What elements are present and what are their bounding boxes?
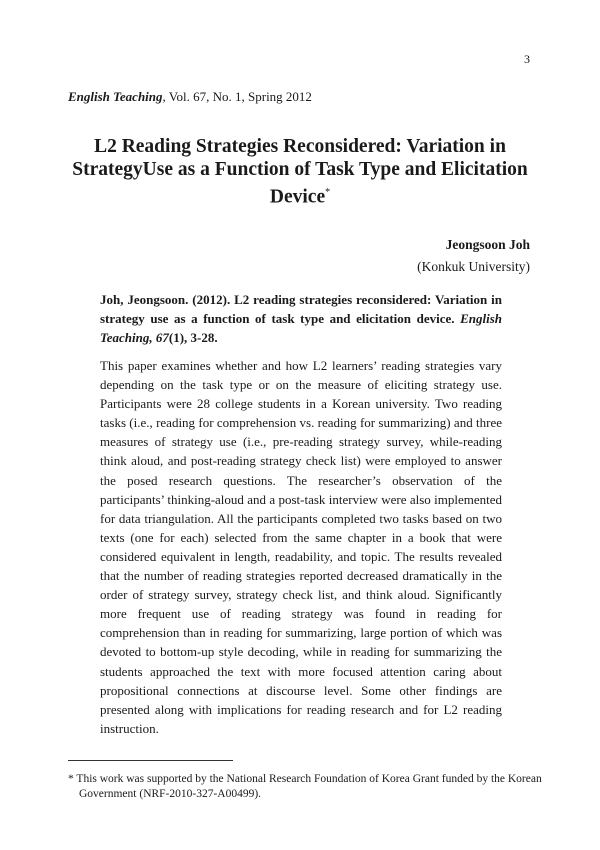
journal-name: English Teaching (68, 89, 163, 104)
author-affiliation: (Konkuk University) (417, 259, 530, 274)
paper-title-text: L2 Reading Strategies Reconsidered: Variation in StrategyUse as a Function of Task Type and Elicitation Device (72, 136, 528, 208)
title-footnote-marker: * (325, 187, 331, 198)
citation-issue-pages: (1), 3-28. (168, 330, 218, 345)
citation-lead: Joh, Jeongsoon. (2012). L2 reading strategies reconsidered: Variation in strategy use as a function of task type and elicitation device. (100, 292, 502, 326)
abstract: This paper examines whether and how L2 learners’ reading strategies vary depending on the task type or on the measure of eliciting strategy use. Participants were 28 college students in a Korean university. Two reading tasks (i.e., reading for comprehension vs. reading for summarizing) and three measures of strategy use (i.e., pre-reading strategy survey, while-reading think aloud, and post-reading strategy check list) were employed to answer the posed research questions. The researcher’s observation of the participants’ thinking-aloud and a post-task interview were also implemented for data triangulation. All the participants completed two tasks based on two texts (one for each) selected from the same chapter in a book that were considered equivalent in length, readability, and topic. The results revealed that the number of reading strategies reported decreased dramatically in the order of strategy survey, strategy check list, and think aloud. Significantly more frequent use of reading strategy was found in reading for comprehension than in reading for summarizing, large portion of which was devoted to bottom-up style decoding, while in reading for summarizing the students approached the text with more focused attention caring about propositional connections at discourse level. Some other findings are presented along with implications for reading research and for L2 reading instruction. (100, 358, 502, 736)
journal-details: , Vol. 67, No. 1, Spring 2012 (162, 89, 312, 104)
footnote-divider (68, 760, 233, 761)
author-name: Jeongsoon Joh (445, 237, 530, 252)
footnote: * This work was supported by the National Research Foundation of Korea Grant funded by the Korean Government (NRF-2010-327-A00499). (68, 773, 542, 800)
citation-journal: English Teaching, (100, 311, 502, 345)
journal-header (68, 89, 312, 105)
citation-volume: 67 (155, 330, 169, 345)
paper-title (60, 135, 540, 209)
page-number: 3 (524, 52, 530, 66)
author-block (300, 234, 530, 278)
citation (100, 290, 502, 347)
